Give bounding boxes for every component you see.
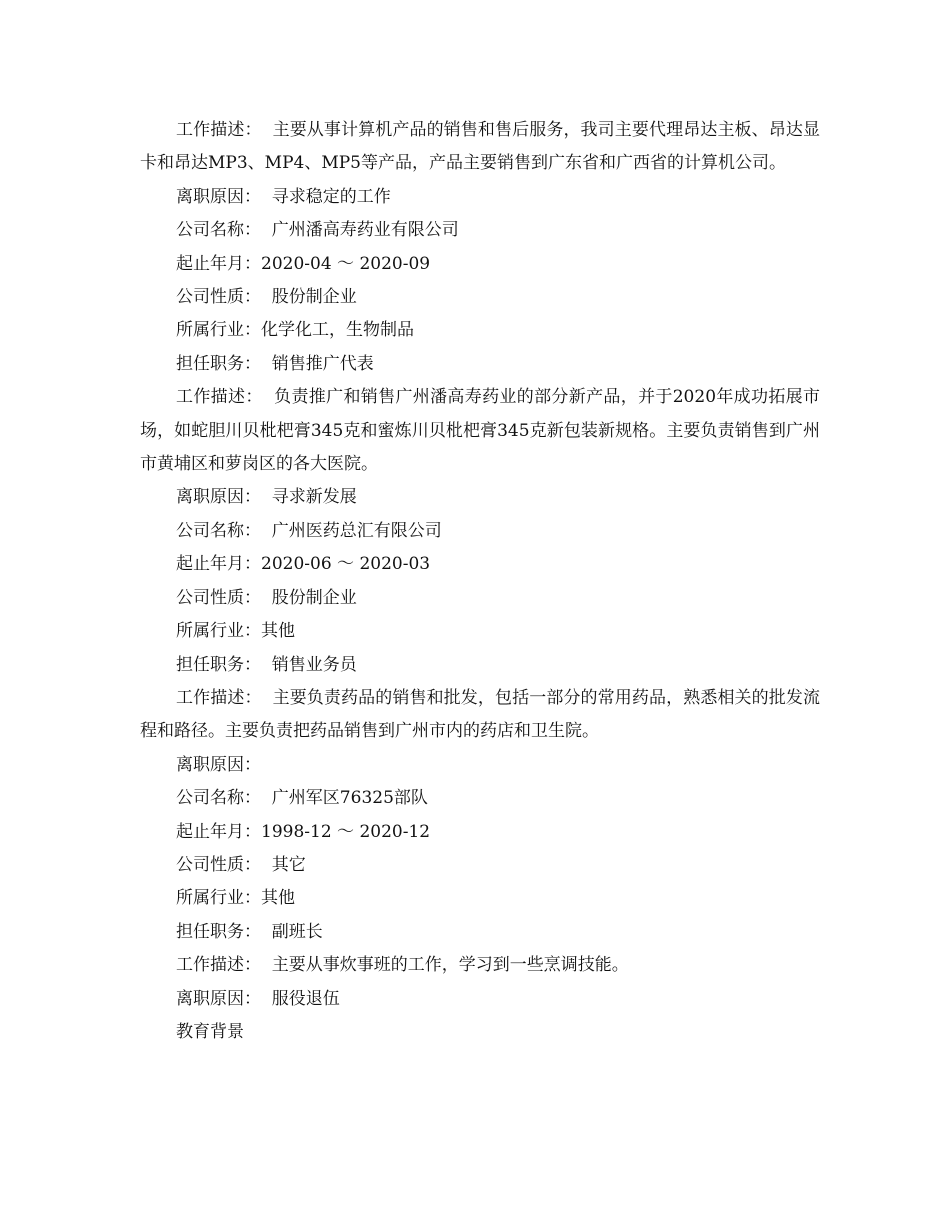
document-page [140,114,820,1049]
line-leave-reason-4: 离职原因： 服役退伍 [176,988,340,1009]
line-company-name-2: 公司名称： 广州潘高寿药业有限公司 [176,220,459,241]
line-industry-2: 所属行业：化学化工，生物制品 [176,320,414,341]
line-period-3: 起止年月：2020-06 ～ 2020-03 [176,554,431,575]
line-industry-3: 所属行业：其他 [176,621,295,642]
line-period-2: 起止年月：2020-04 ～ 2020-09 [176,253,431,274]
line-leave-reason-1: 离职原因： 寻求稳定的工作 [176,186,391,207]
line-period-4: 起止年月：1998-12 ～ 2020-12 [176,821,431,842]
section-heading-education: 教育背景 [176,1021,244,1042]
paragraph-work-description-2: 工作描述： 负责推广和销售广州潘高寿药业的部分新产品，并于2020年成功拓展市场，如蛇胆川贝枇杷膏345克和蜜炼川贝枇杷膏345克新包装新规格。主要负责销售到广州市黄埔区和萝岗区的各大医院。 [140,387,820,475]
line-company-type-4: 公司性质： 其它 [176,854,306,875]
line-position-3: 担任职务： 销售业务员 [176,654,357,675]
line-company-name-4: 公司名称： 广州军区76325部队 [176,788,428,809]
line-industry-4: 所属行业：其他 [176,888,295,909]
line-company-type-2: 公司性质： 股份制企业 [176,287,357,308]
paragraph-work-description-1: 工作描述： 主要从事计算机产品的销售和售后服务，我司主要代理昂达主板、昂达显卡和昂达MP3、MP4、MP5等产品，产品主要销售到广东省和广西省的计算机公司。 [140,120,820,174]
paragraph-work-description-3: 工作描述： 主要负责药品的销售和批发，包括一部分的常用药品，熟悉相关的批发流程和路径。主要负责把药品销售到广州市内的药店和卫生院。 [140,687,820,742]
line-company-type-3: 公司性质： 股份制企业 [176,587,357,608]
line-company-name-3: 公司名称： 广州医药总汇有限公司 [176,520,442,541]
line-position-4: 担任职务： 副班长 [176,921,323,942]
line-leave-reason-2: 离职原因： 寻求新发展 [176,487,357,508]
line-leave-reason-3: 离职原因： [176,754,261,775]
line-work-description-4: 工作描述： 主要从事炊事班的工作，学习到一些烹调技能。 [176,955,629,976]
line-position-2: 担任职务： 销售推广代表 [176,353,374,374]
